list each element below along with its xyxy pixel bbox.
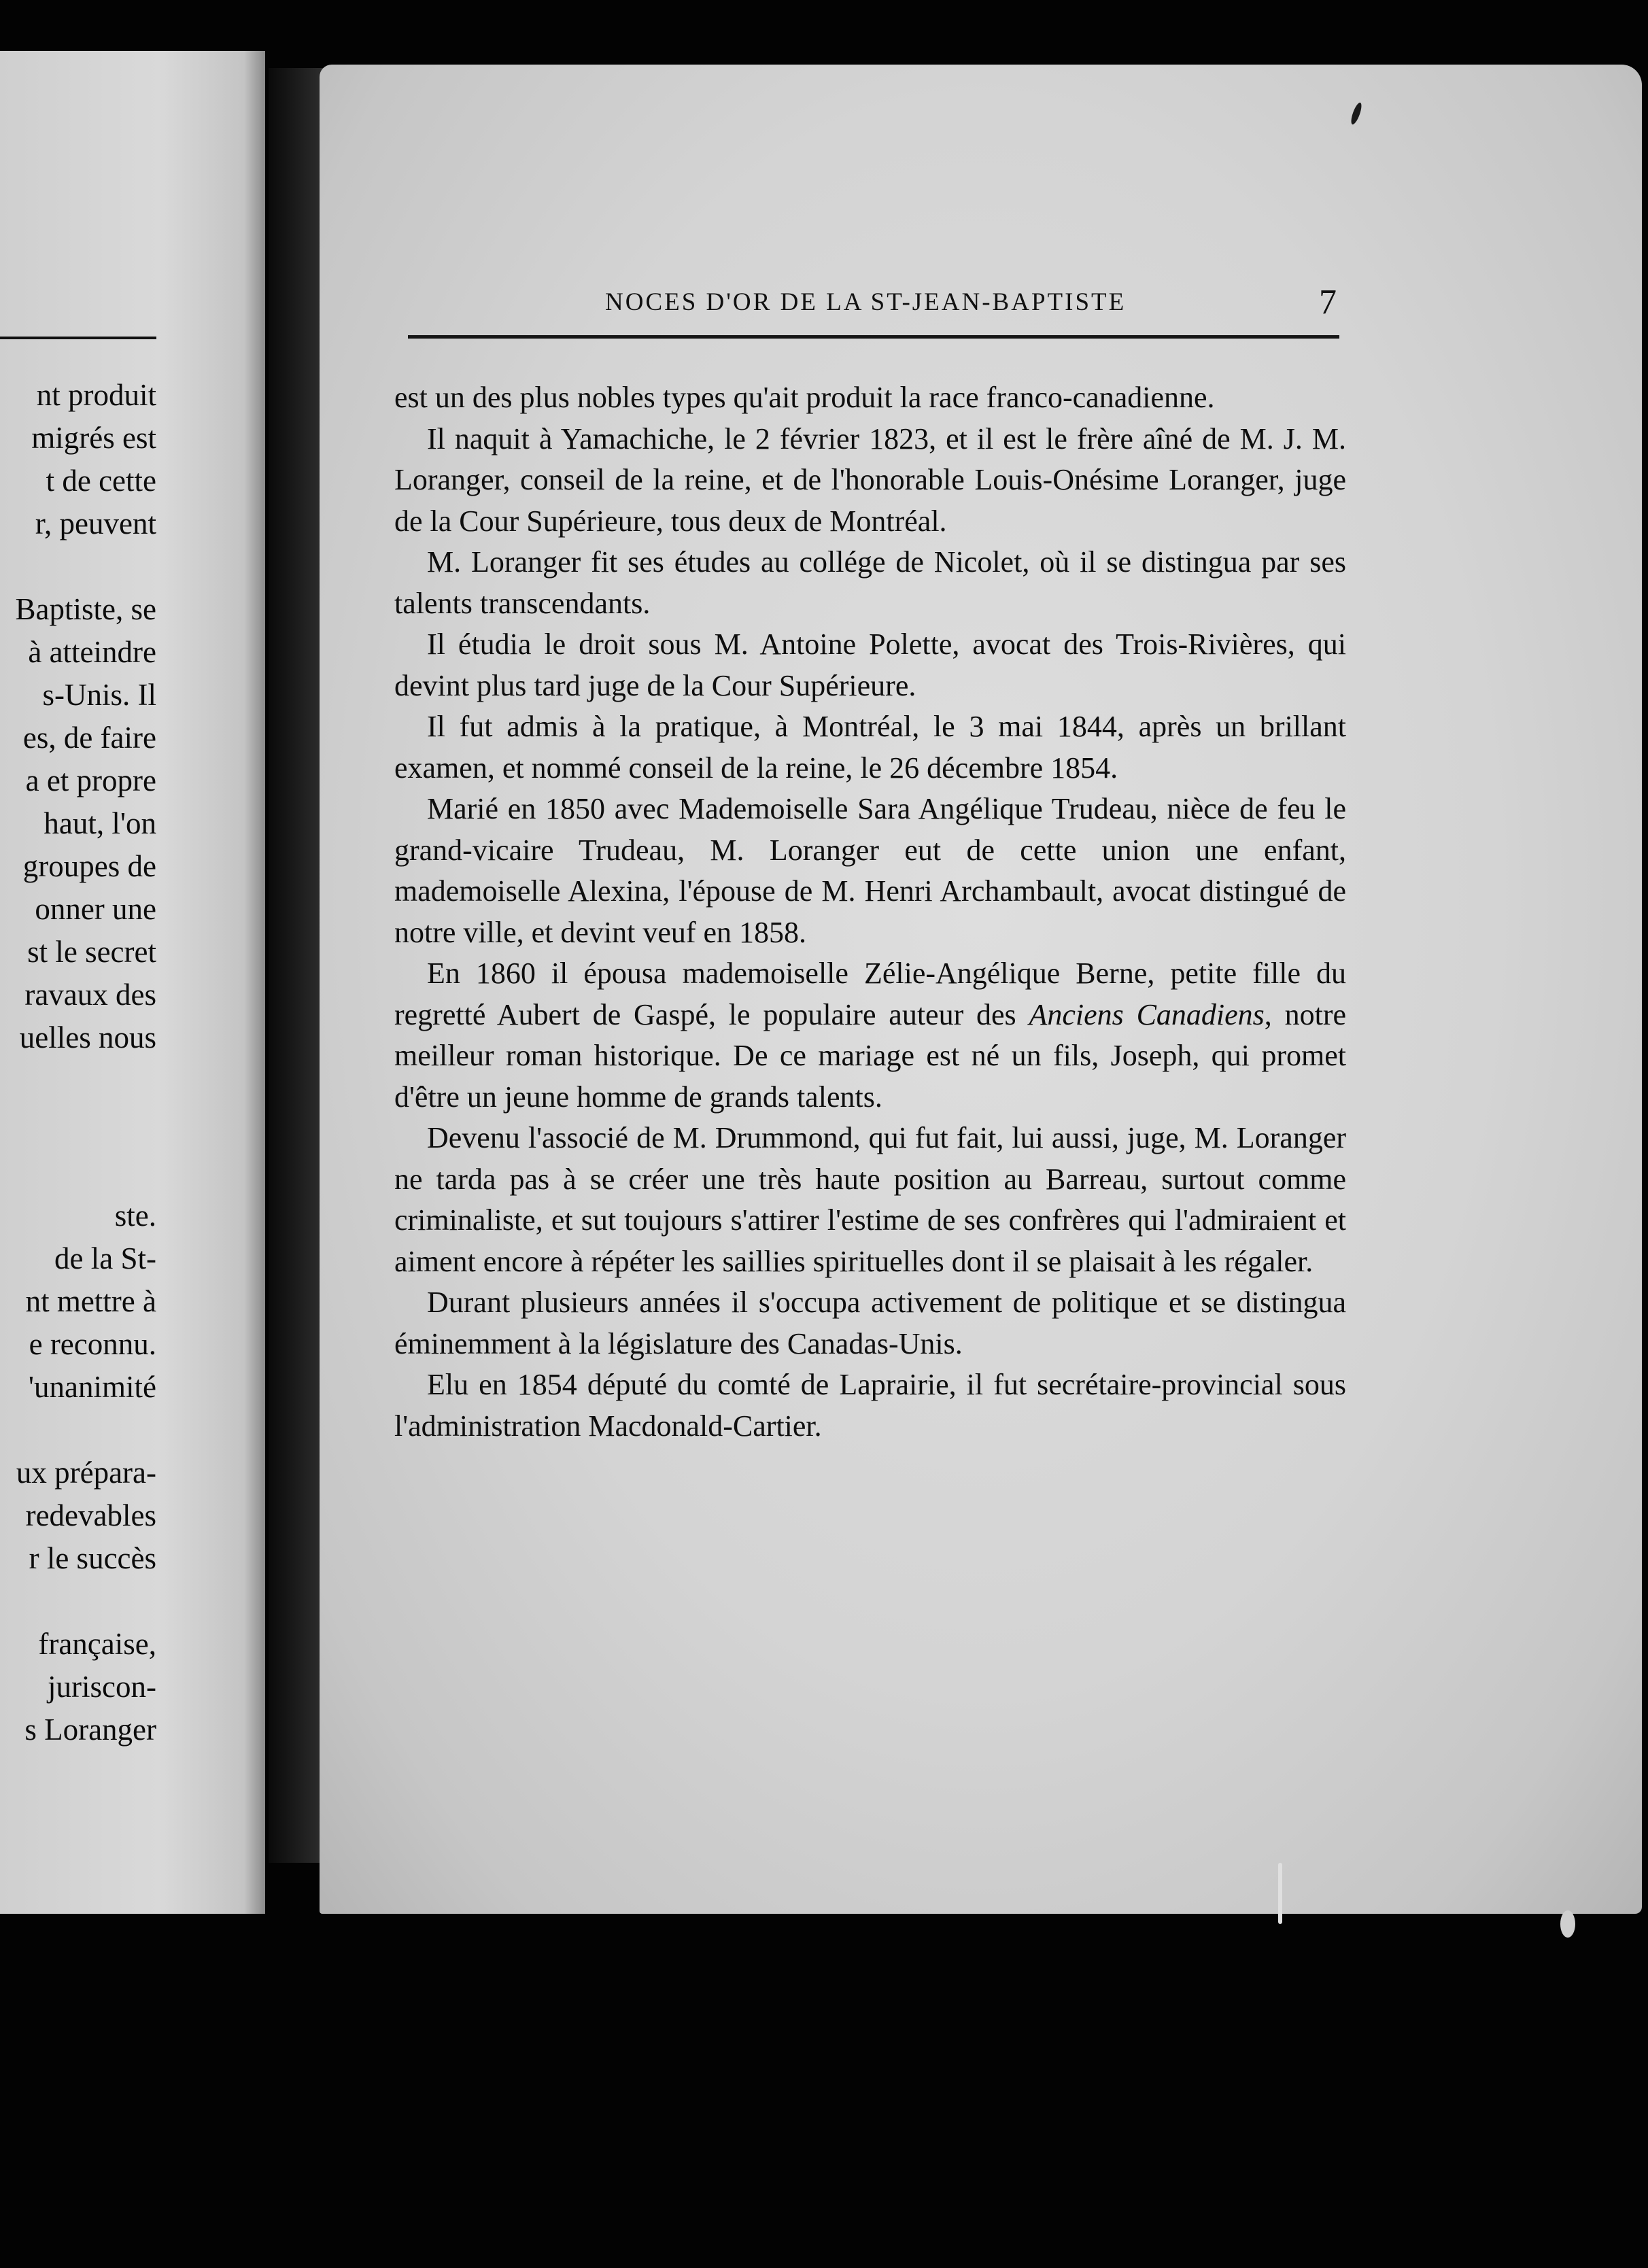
left-page-line: r, peuvent <box>35 506 156 540</box>
paragraph-career: Devenu l'associé de M. Drummond, qui fut fait, lui aussi, juge, M. Loranger ne tarda pas à se créer une très haute position au Barreau, surtout comme criminaliste, et sut toujours s'attirer l'estime de ses confrères qui l'admiraient et aiment encore à répéter les saillies spirituelles dont il se plaisait à les régaler. <box>394 1121 1346 1278</box>
left-page-line: uelles nous <box>19 1020 156 1054</box>
scan-speck <box>1278 1863 1282 1924</box>
paragraph-studies: M. Loranger fit ses études au collége de Nicolet, où il se distingua par ses talents transcendants. <box>394 545 1346 620</box>
left-page-line: de la St- <box>54 1241 156 1275</box>
left-page-line: à atteindre <box>28 635 156 669</box>
left-page-line: onner une <box>35 892 156 926</box>
left-page-line: nt produit <box>36 378 156 412</box>
left-page-fragment <box>0 51 265 1914</box>
left-page-line: groupes de <box>22 849 156 883</box>
paragraph-continuation: est un des plus nobles types qu'ait produit la race franco-canadienne. <box>394 381 1215 414</box>
left-page-line: haut, l'on <box>44 806 156 840</box>
paragraph-bar-admission: Il fut admis à la pratique, à Montréal, le 3 mai 1844, après un brillant examen, et nommé conseil de la reine, le 26 décembre 1854. <box>394 710 1346 785</box>
left-page-line: ravaux des <box>24 978 156 1012</box>
paragraph-politics: Durant plusieurs années il s'occupa activement de politique et se distingua éminemment à la législature des Canadas-Unis. <box>394 1286 1346 1360</box>
paragraph-second-marriage <box>394 953 1346 1118</box>
body-text <box>394 377 1346 1447</box>
left-page-line: ste. <box>114 1199 156 1233</box>
left-page-line: r le succès <box>29 1541 156 1575</box>
scan-speck <box>1560 1910 1575 1938</box>
book-title-italic: Anciens Canadiens <box>1029 997 1265 1031</box>
book-gutter <box>269 68 323 1863</box>
left-page-line: t de cette <box>46 464 156 498</box>
running-head <box>320 279 1642 326</box>
left-page-line: ux prépara- <box>16 1456 156 1490</box>
header-rule <box>408 335 1339 339</box>
left-page-line: 'unanimité <box>28 1370 156 1404</box>
left-page-line: juriscon- <box>48 1670 156 1704</box>
left-page-rule <box>0 337 156 339</box>
left-page-line: a et propre <box>25 763 156 797</box>
left-page-line: redevables <box>25 1498 156 1532</box>
paragraph-election: Elu en 1854 député du comté de Laprairie, il fut secrétaire-provincial sous l'administration Macdonald-Cartier. <box>394 1368 1346 1443</box>
left-page-line: nt mettre à <box>25 1284 156 1318</box>
left-page-line: s Loranger <box>24 1713 156 1747</box>
paragraph-birth: Il naquit à Yamachiche, le 2 février 1823, et il est le frère aîné de M. J. M. Loranger, conseil de la reine, et de l'honorable Louis-Onésime Loranger, juge de la Cour Supérieure, tous deux de Montréal. <box>394 422 1346 538</box>
left-page-line: française, <box>38 1627 156 1661</box>
paragraph-first-marriage: Marié en 1850 avec Mademoiselle Sara Angélique Trudeau, nièce de feu le grand-vicaire Trudeau, M. Loranger eut de cette union une enfant, mademoiselle Alexina, l'épouse de M. Henri Archambault, avocat distingué de notre ville, et devint veuf en 1858. <box>394 792 1346 949</box>
paragraph-law-training: Il étudia le droit sous M. Antoine Polette, avocat des Trois-Rivières, qui devint plus tard juge de la Cour Supérieure. <box>394 628 1346 702</box>
page-7 <box>320 65 1642 1914</box>
page-number: 7 <box>1319 283 1337 322</box>
running-title: NOCES D'OR DE LA ST-JEAN-BAPTISTE <box>605 288 1127 316</box>
second-marriage-text-after: , notre meilleur roman historique. De ce mariage est né un fils, Joseph, qui promet d'être un jeune homme de grands talents. <box>394 997 1347 1114</box>
left-page-line: st le secret <box>27 935 156 969</box>
left-page-line: s-Unis. Il <box>42 678 156 712</box>
left-page-line: e reconnu. <box>29 1327 156 1361</box>
left-page-line: migrés est <box>31 421 156 455</box>
left-page-line: es, de faire <box>22 721 156 755</box>
second-marriage-text-before: En 1860 il épousa mademoiselle Zélie-Angélique Berne, petite fille du regretté Aubert de Gaspé, le populaire auteur des <box>394 957 1346 1031</box>
left-page-line: Baptiste, se <box>15 592 156 626</box>
